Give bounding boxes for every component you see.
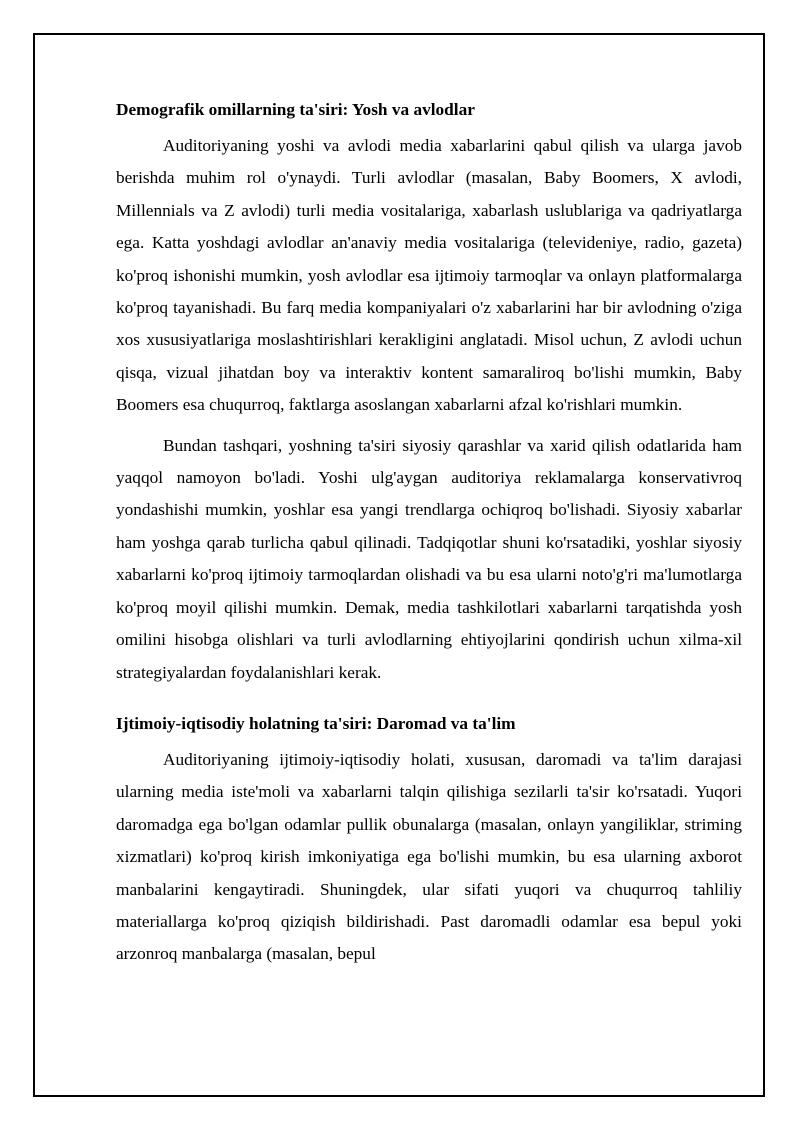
section-heading-demographic: Demografik omillarning ta'siri: Yosh va avlodlar xyxy=(116,100,475,119)
paragraph: Auditoriyaning ijtimoiy-iqtisodiy holati, xususan, daromadi va ta'lim darajasi ularning media iste'moli va xabarlarni talqin qilishiga sezilarli ta'sir ko'rsatadi. Yuqori daromadga ega bo'lgan odamlar pullik obunalarga (masalan, onlayn yangiliklar, striming xizmatlari) ko'proq kirish imkoniyatiga ega bo'lishi mumkin, bu esa ularning axborot manbalarini kengaytiradi. Shuningdek, ular sifati yuqori va chuqurroq tahliliy materiallarga ko'proq qiziqish bildirishadi. Past daromadli odamlar esa bepul yoki arzonroq manbalarga (masalan, bepul xyxy=(116,749,742,964)
section-heading-socioeconomic: Ijtimoiy-iqtisodiy holatning ta'siri: Daromad va ta'lim xyxy=(116,713,516,733)
paragraph: Auditoriyaning yoshi va avlodi media xabarlarini qabul qilish va ularga javob berishda muhim rol o'ynaydi. Turli avlodlar (masalan, Baby Boomers, X avlodi, Millennials va Z avlodi) turli media vositalariga, xabarlash uslublariga va qadriyatlarga ega. Katta yoshdagi avlodlar an'anaviy media vositalariga (televideniye, radio, gazeta) ko'proq ishonishi mumkin, yosh avlodlar esa ijtimoiy tarmoqlar va onlayn platformalarga ko'proq tayanishadi. Bu farq media kompaniyalari o'z xabarlarini har bir avlodning o'ziga xos xususiyatlariga moslashtirishlari kerakligini anglatadi. Misol uchun, Z avlodi uchun qisqa, vizual jihatdan boy va interaktiv kontent samaraliroq bo'lishi mumkin, Baby Boomers esa chuqurroq, faktlarga asoslangan xabarlarni afzal ko'rishlari mumkin. xyxy=(116,136,742,415)
document-body xyxy=(116,98,742,971)
paragraph: Bundan tashqari, yoshning ta'siri siyosiy qarashlar va xarid qilish odatlarida ham yaqqol namoyon bo'ladi. Yoshi ulg'aygan auditoriya reklamalarga konservativroq yondashishi mumkin, yoshlar esa yangi trendlarga ochiqroq bo'lishadi. Siyosiy xabarlar ham yoshga qarab turlicha qabul qilinadi. Tadqiqotlar shuni ko'rsatadiki, yoshlar siyosiy xabarlarni ko'proq ijtimoiy tarmoqlardan olishadi va bu esa ularni noto'g'ri ma'lumotlarga ko'proq moyil qilishi mumkin. Demak, media tashkilotlari xabarlarni tarqatishda yosh omilini hisobga olishlari va turli avlodlarning ehtiyojlarini qondirish uchun xilma-xil strategiyalardan foydalanishlari kerak. xyxy=(116,435,742,682)
